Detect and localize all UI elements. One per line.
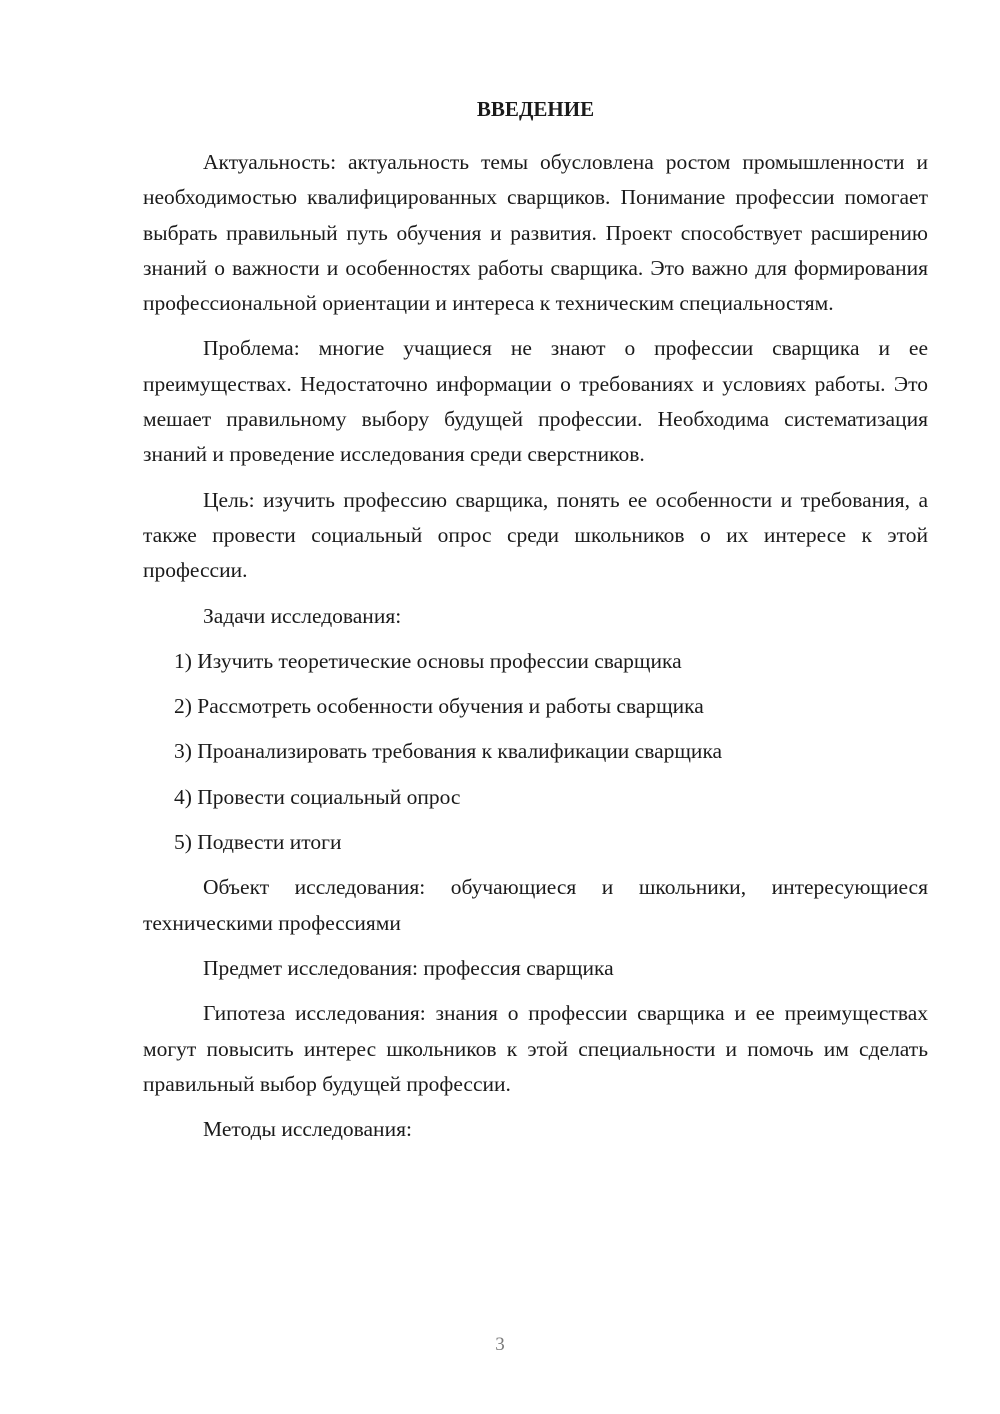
page-title: ВВЕДЕНИЕ xyxy=(476,97,595,121)
task-item: 3) Проанализировать требования к квалификации сварщика xyxy=(174,739,723,764)
problem-paragraph: Проблема: многие учащиеся не знают о профессии сварщика и ее преимуществах. Недостаточно информации о требованиях и условиях работы. Это мешает правильному выбору будущей профессии. Необходима систематизация знаний и проведение исследования среди сверстников. xyxy=(143,336,928,467)
document-page xyxy=(143,92,928,1157)
object-paragraph: Объект исследования: обучающиеся и школьники, интересующиеся техническими профессиями xyxy=(143,875,928,935)
page-number: 3 xyxy=(495,1334,505,1355)
subject-paragraph: Предмет исследования: профессия сварщика xyxy=(203,955,614,980)
task-item: 5) Подвести итоги xyxy=(174,830,342,855)
task-item: 1) Изучить теоретические основы профессии сварщика xyxy=(174,648,682,673)
task-item: 4) Провести социальный опрос xyxy=(174,784,461,809)
relevance-paragraph: Актуальность: актуальность темы обусловлена ростом промышленности и необходимостью квалифицированных сварщиков. Понимание профессии помогает выбрать правильный путь обучения и развития. Проект способствует расширению знаний о важности и особенностях работы сварщика. Это важно для формирования профессиональной ориентации и интереса к техническим специальностям. xyxy=(143,150,928,316)
hypothesis-paragraph: Гипотеза исследования: знания о профессии сварщика и ее преимуществах могут повысить интерес школьников к этой специальности и помочь им сделать правильный выбор будущей профессии. xyxy=(143,1001,928,1096)
goal-paragraph: Цель: изучить профессию сварщика, понять ее особенности и требования, а также провести социальный опрос среди школьников о их интересе к этой профессии. xyxy=(143,487,928,583)
tasks-heading: Задачи исследования: xyxy=(203,603,402,628)
task-item: 2) Рассмотреть особенности обучения и работы сварщика xyxy=(174,694,704,719)
tasks-list xyxy=(143,644,928,860)
methods-heading: Методы исследования: xyxy=(203,1117,412,1142)
